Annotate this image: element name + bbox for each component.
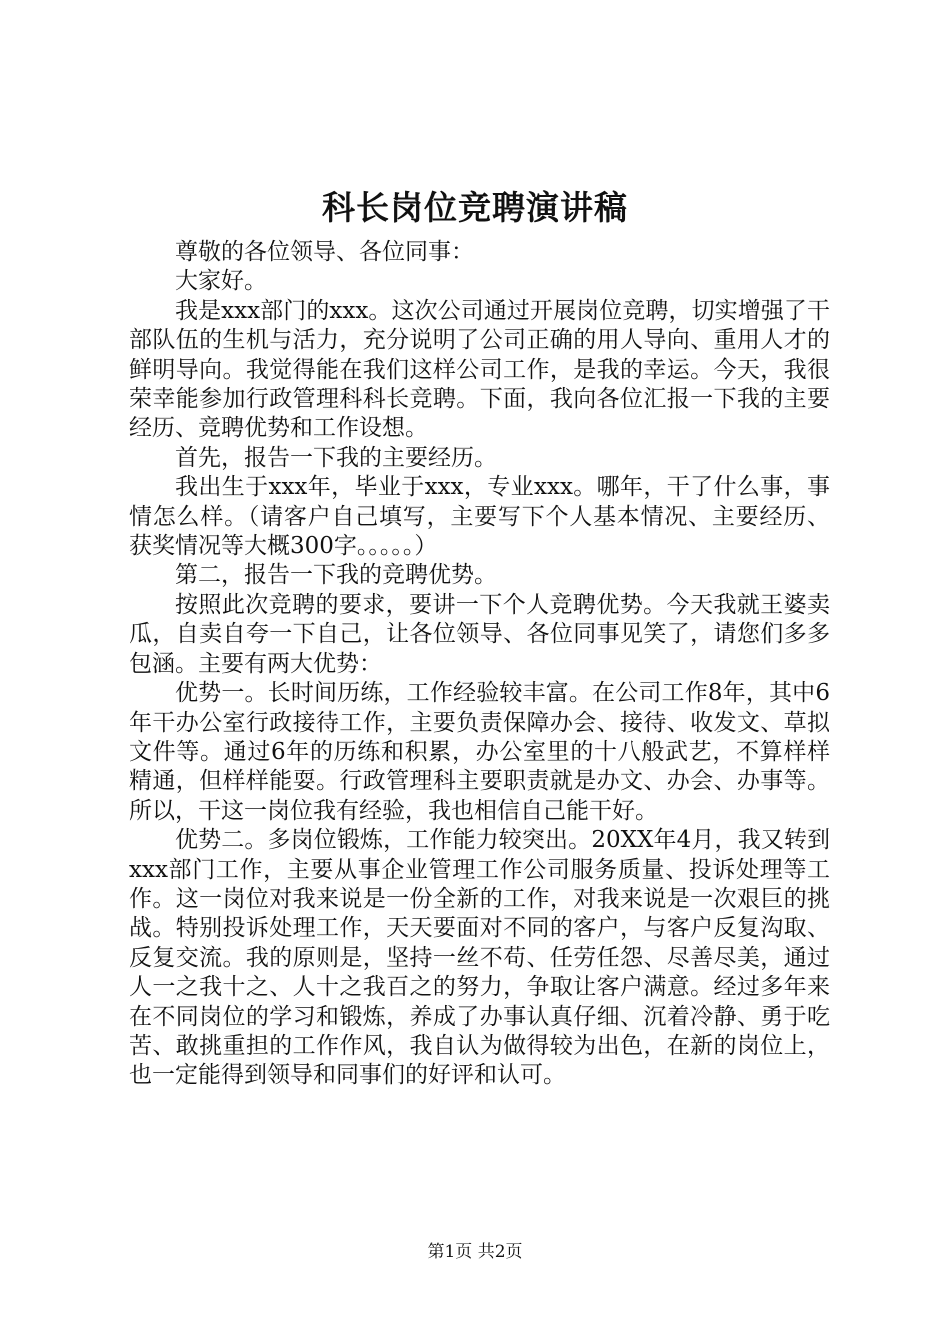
page-title: 科长岗位竞聘演讲稿 (322, 188, 628, 227)
greeting: 大家好。 (175, 268, 267, 295)
salutation: 尊敬的各位领导、各位同事： (175, 239, 474, 265)
advantage-two-paragraph: 优势二。多岗位锻炼，工作能力较突出。20XX年4月，我又转到xxx部门工作，主要从事企业管理工作公司服务质量、投诉处理等工作。这一岗位对我来说是一份全新的工作，对我来说是一次艰巨的挑战。特别投诉处理工作，天天要面对不同的客户，与客户反复沟取、反复交流。我的原则是，坚持一丝不苟、任劳任怨、尽善尽美，通过人一之我十之、人十之我百之的努力，争取让客户满意。经过多年来在不同岗位的学习和锻炼，养成了办事认真仔细、沉着冷静、勇于吃苦、敢挑重担的工作作风，我自认为做得较为出色，在新的岗位上，也一定能得到领导和同事们的好评和认可。 (129, 827, 830, 1089)
section-heading-advantages: 第二，报告一下我的竞聘优势。 (175, 562, 497, 589)
experience-paragraph: 我出生于xxx年，毕业于xxx，专业xxx。哪年，干了什么事，事情怎么样。（请客户自己填写，主要写下个人基本情况、主要经历、获奖情况等大概300字。。。。。） (129, 474, 830, 560)
intro-paragraph: 我是xxx部门的xxx。这次公司通过开展岗位竞聘，切实增强了干部队伍的生机与活力，充分说明了公司正确的用人导向、重用人才的鲜明导向。我觉得能在我们这样公司工作，是我的幸运。今天，我很荣幸能参加行政管理科科长竞聘。下面，我向各位汇报一下我的主要经历、竞聘优势和工作设想。 (129, 297, 830, 442)
page-footer: 第1页 共2页 (427, 1242, 523, 1262)
advantages-intro-paragraph: 按照此次竞聘的要求，要讲一下个人竞聘优势。今天我就王婆卖瓜，自卖自夸一下自己，让各位领导、各位同事见笑了，请您们多多包涵。主要有两大优势： (129, 591, 830, 677)
document-body (129, 238, 830, 1091)
section-heading-experience: 首先，报告一下我的主要经历。 (175, 444, 497, 471)
advantage-one-paragraph: 优势一。长时间历练，工作经验较丰富。在公司工作8年，其中6年干办公室行政接待工作，主要负责保障办会、接待、收发文、草拟文件等。通过6年的历练和积累，办公室里的十八般武艺，不算样样精通，但样样能耍。行政管理科主要职责就是办文、办会、办事等。所以，干这一岗位我有经验，我也相信自己能干好。 (129, 680, 830, 824)
